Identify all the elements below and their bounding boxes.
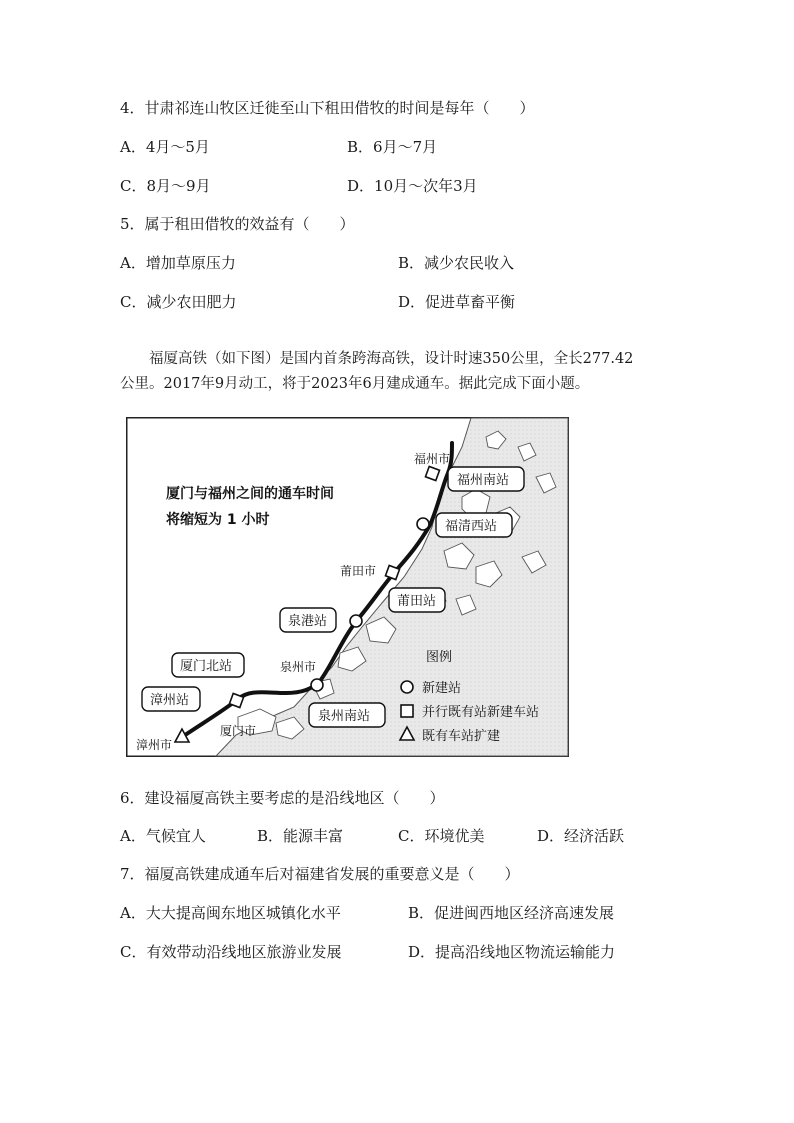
station-label-quanzhou-south-text: 泉州南站 <box>318 709 371 724</box>
city-label-fuzhou: 福州市 <box>414 452 451 466</box>
legend-expanded-station-label: 既有车站扩建 <box>422 729 501 744</box>
legend-parallel-station-label: 并行既有站新建车站 <box>422 705 540 720</box>
station-label-fuqing-west-text: 福清西站 <box>445 519 498 534</box>
q6-option-a[interactable]: A．气候宜人 <box>120 827 206 845</box>
q7-option-c[interactable]: C．有效带动沿线地区旅游业发展 <box>120 943 342 961</box>
legend-title: 图例 <box>426 650 453 665</box>
station-label-quangang <box>280 608 336 632</box>
q4-option-b[interactable]: B．6月～7月 <box>347 138 438 156</box>
q7-option-a[interactable]: A．大大提高闽东地区城镇化水平 <box>120 904 341 922</box>
q4-option-c[interactable]: C．8月～9月 <box>120 177 211 195</box>
q4-option-d[interactable]: D．10月～次年3月 <box>347 177 478 195</box>
station-label-putian-text: 莆田站 <box>397 594 437 609</box>
station-label-quangang-text: 泉港站 <box>288 614 328 629</box>
station-label-fuzhou-south-text: 福州南站 <box>457 473 510 488</box>
passage-line-2: 公里。2017年9月动工，将于2023年6月建成通车。据此完成下面小题。 <box>120 376 590 392</box>
q7-option-d[interactable]: D．提高沿线地区物流运输能力 <box>408 943 616 961</box>
station-label-fuzhou-south <box>448 467 524 491</box>
q5-option-b[interactable]: B．减少农民收入 <box>398 254 515 272</box>
map-note-line-2: 将缩短为 1 小时 <box>166 512 270 528</box>
question-7-stem: 7．福厦高铁建成通车后对福建省发展的重要意义是（ ） <box>120 865 520 883</box>
q6-option-b[interactable]: B．能源丰富 <box>257 827 344 845</box>
map-note-line-1: 厦门与福州之间的通车时间 <box>166 486 334 502</box>
question-6-stem: 6．建设福厦高铁主要考虑的是沿线地区（ ） <box>120 789 445 807</box>
question-5-stem: 5．属于租田借牧的效益有（ ） <box>120 215 355 233</box>
station-label-zhangzhou <box>142 687 200 711</box>
station-label-fuqing-west <box>436 513 512 537</box>
q5-option-a[interactable]: A．增加草原压力 <box>120 254 236 272</box>
legend-parallel-station-icon <box>401 705 413 717</box>
passage-line-1: 福厦高铁（如下图）是国内首条跨海高铁，设计时速350公里，全长277.42 <box>120 351 634 367</box>
legend-new-station-icon <box>401 681 413 693</box>
city-label-quanzhou: 泉州市 <box>280 660 317 674</box>
city-label-zhangzhou: 漳州市 <box>136 738 173 752</box>
q6-option-d[interactable]: D．经济活跃 <box>537 827 625 845</box>
q5-option-d[interactable]: D．促进草畜平衡 <box>398 293 516 311</box>
station-marker-quanzhou-south <box>311 679 323 691</box>
q5-option-c[interactable]: C．减少农田肥力 <box>120 293 237 311</box>
q7-option-b[interactable]: B．促进闽西地区经济高速发展 <box>408 904 615 922</box>
station-label-xiamen-north <box>172 653 244 677</box>
q4-option-a[interactable]: A．4月～5月 <box>120 138 210 156</box>
city-label-putian: 莆田市 <box>340 564 377 578</box>
station-label-putian <box>389 588 445 612</box>
city-label-xiamen: 厦门市 <box>220 724 257 738</box>
station-marker-quangang <box>350 615 362 627</box>
station-marker-fuqing-west <box>417 518 429 530</box>
legend-new-station-label: 新建站 <box>422 681 462 696</box>
q6-option-c[interactable]: C．环境优美 <box>398 827 485 845</box>
station-label-xiamen-north-text: 厦门北站 <box>180 659 233 674</box>
station-label-zhangzhou-text: 漳州站 <box>150 693 190 708</box>
station-label-quanzhou-south <box>309 703 385 727</box>
question-4-stem: 4．甘肃祁连山牧区迁徙至山下租田借牧的时间是每年（ ） <box>120 99 535 117</box>
fuxia-railway-map <box>126 417 569 757</box>
